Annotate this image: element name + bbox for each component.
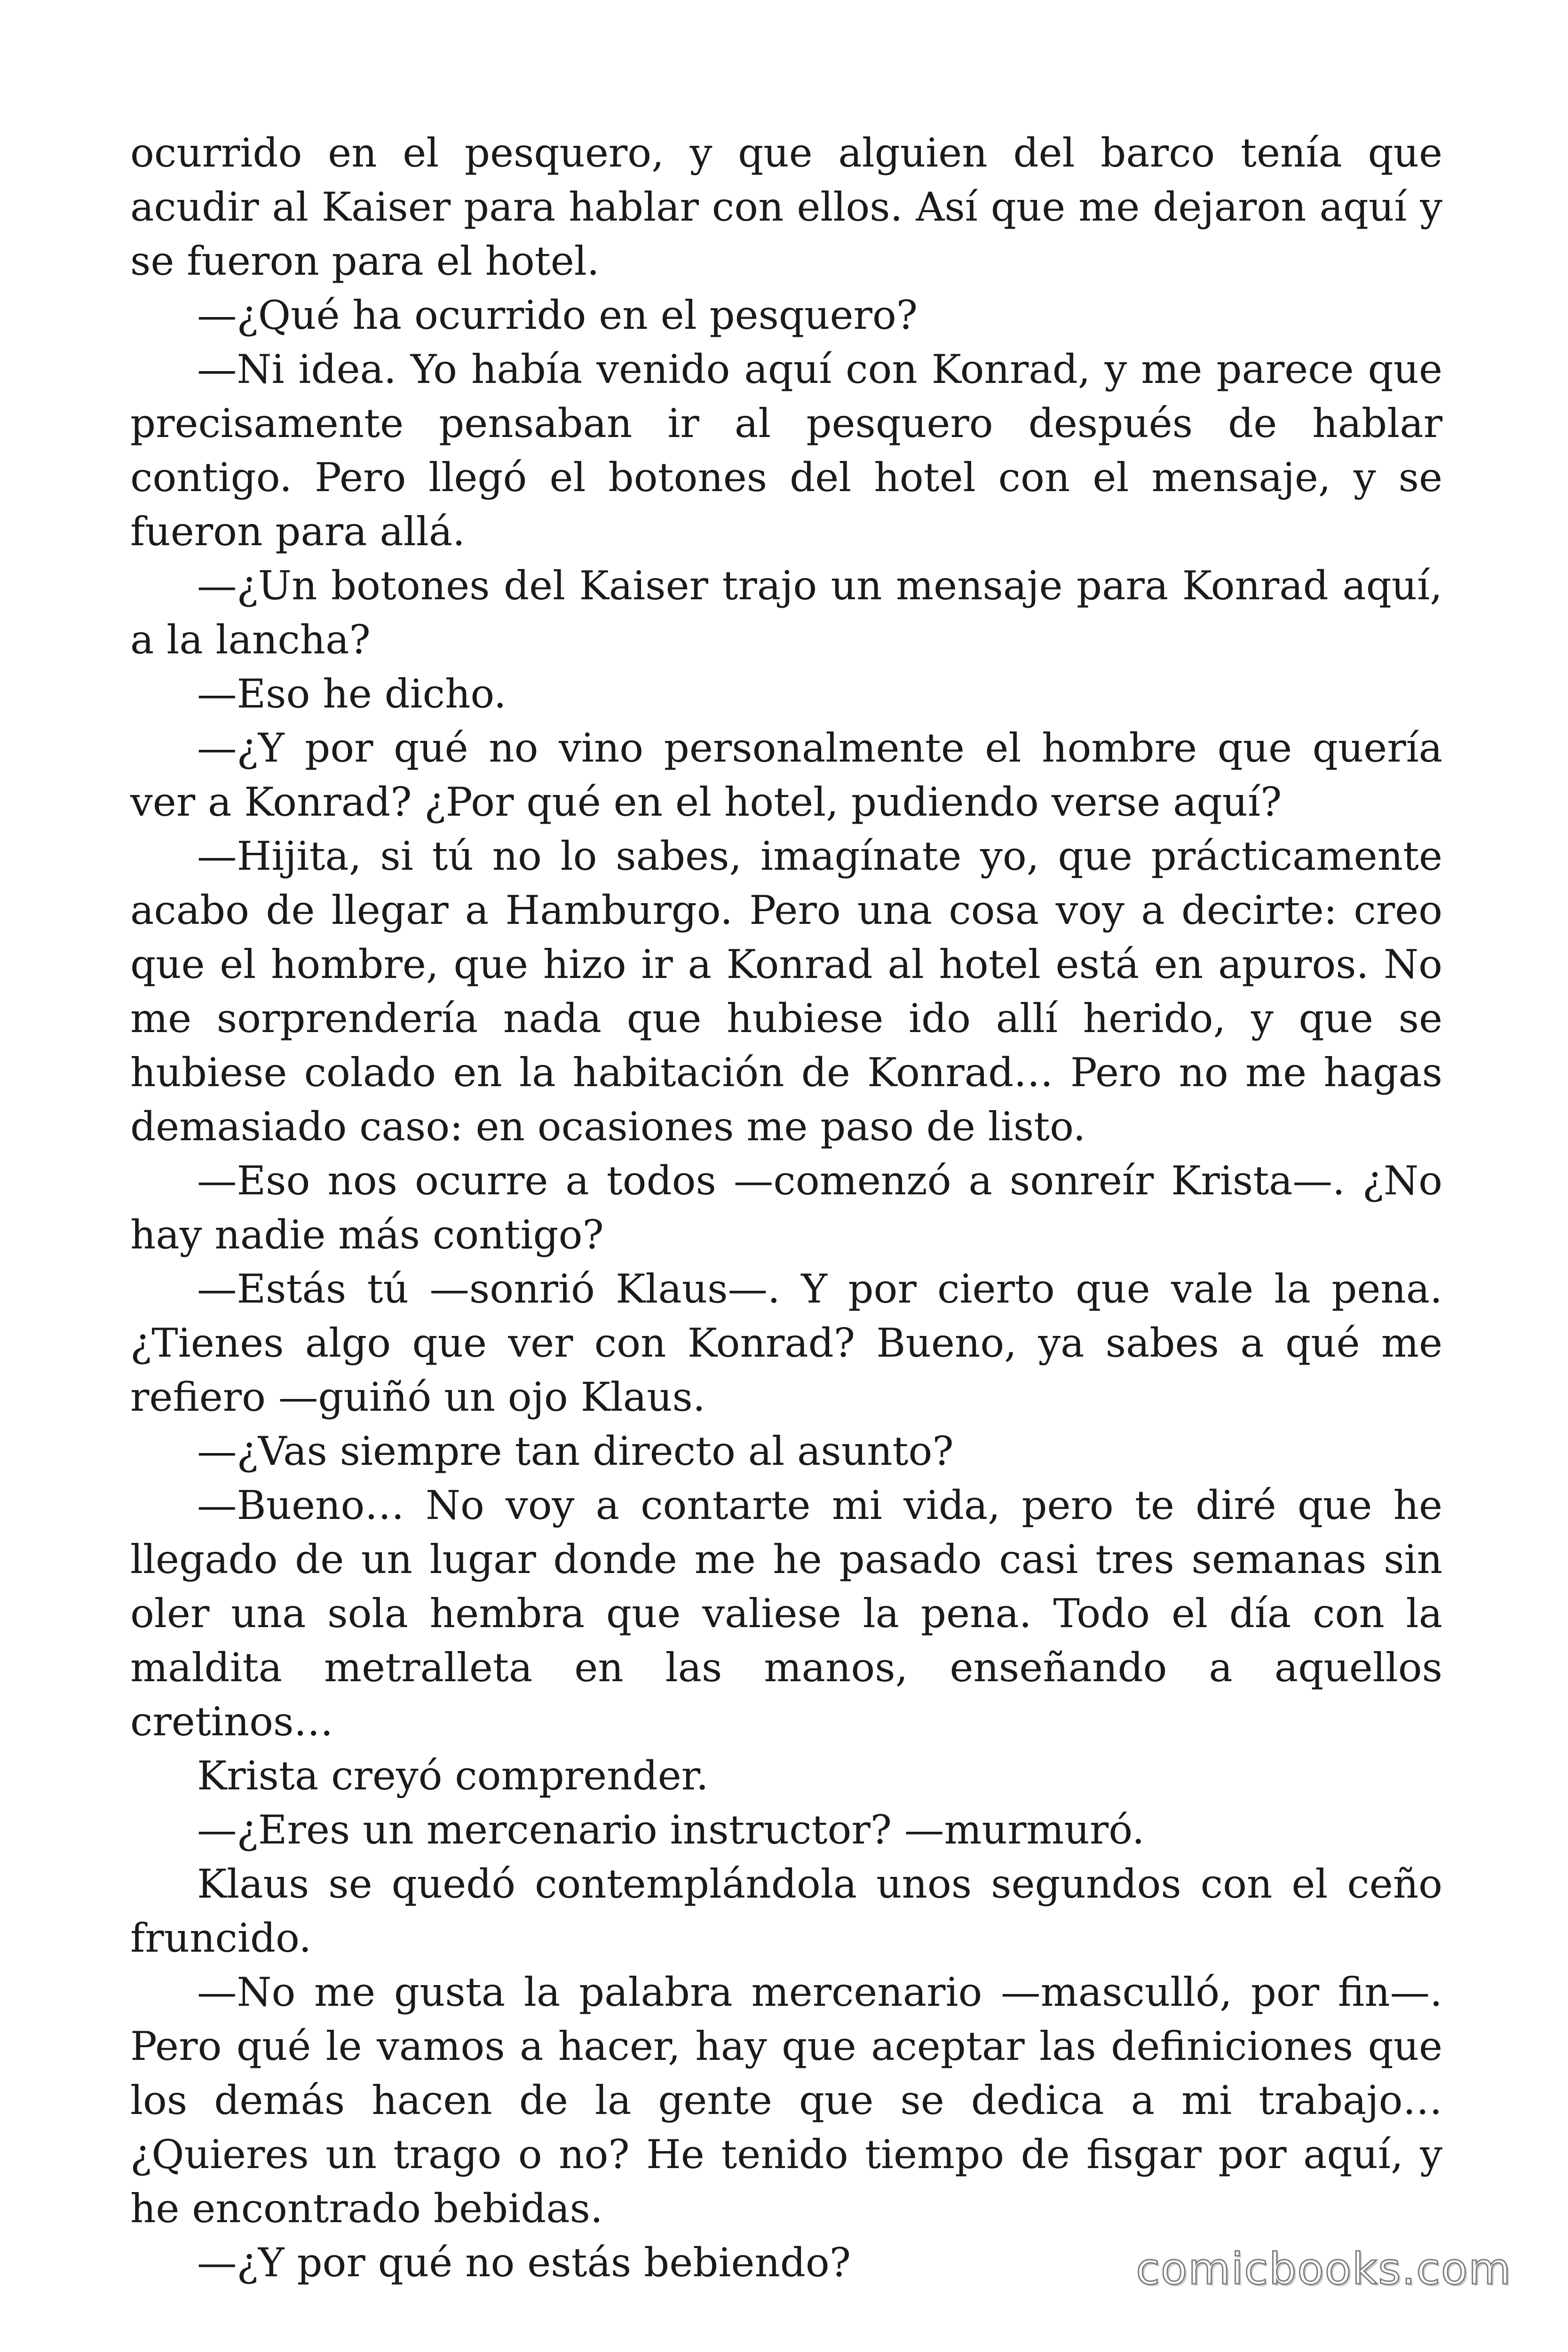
paragraph-15: —No me gusta la palabra mercenario —masculló, por fin—. Pero qué le vamos a hacer, hay que aceptar las definiciones que los demás hacen de la gente que se dedica a mi trabajo… ¿Quieres un trago o no? He tenido tiempo de fisgar por aquí, y he encontrado bebidas.: [130, 1969, 1442, 2232]
paragraph-7: —Hijita, si tú no lo sabes, imagínate yo, que prácticamente acabo de llegar a Hamburgo. Pero una cosa voy a decirte: creo que el hombre, que hizo ir a Konrad al hotel está en apuros. No me sorprendería nada que hubiese ido allí herido, y que se hubiese colado en la habitación de Konrad… Pero no me hagas demasiado caso: en ocasiones me paso de listo.: [130, 833, 1442, 1150]
paragraph-2: —¿Qué ha ocurrido en el pesquero?: [197, 292, 918, 338]
watermark-text: comicbooks.com: [1136, 2244, 1512, 2294]
paragraph-8: —Eso nos ocurre a todos —comenzó a sonreír Krista—. ¿No hay nadie más contigo?: [130, 1158, 1442, 1258]
paragraph-4: —¿Un botones del Kaiser trajo un mensaje para Konrad aquí, a la lancha?: [130, 563, 1442, 663]
paragraph-13: —¿Eres un mercenario instructor? —murmuró.: [197, 1807, 1145, 1853]
paragraph-1: ocurrido en el pesquero, y que alguien del barco tenía que acudir al Kaiser para hablar con ellos. Así que me dejaron aquí y se fueron para el hotel.: [130, 130, 1442, 284]
paragraph-3: —Ni idea. Yo había venido aquí con Konrad, y me parece que precisamente pensaban ir al pesquero después de hablar contigo. Pero llegó el botones del hotel con el mensaje, y se fueron para allá.: [130, 346, 1442, 555]
paragraph-16: —¿Y por qué no estás bebiendo?: [197, 2240, 851, 2286]
paragraph-9: —Estás tú —sonrió Klaus—. Y por cierto que vale la pena. ¿Tienes algo que ver con Konrad? Bueno, ya sabes a qué me refiero —guiñó un ojo Klaus.: [130, 1266, 1442, 1420]
paragraph-14: Klaus se quedó contemplándola unos segundos con el ceño fruncido.: [130, 1861, 1442, 1961]
paragraph-11: —Bueno… No voy a contarte mi vida, pero te diré que he llegado de un lugar donde me he pasado casi tres semanas sin oler una sola hembra que valiese la pena. Todo el día con la maldita metralleta en las manos, enseñando a aquellos cretinos…: [130, 1482, 1442, 1745]
paragraph-5: —Eso he dicho.: [197, 671, 507, 717]
paragraph-10: —¿Vas siempre tan directo al asunto?: [197, 1428, 954, 1474]
paragraph-12: Krista creyó comprender.: [197, 1753, 709, 1799]
page-body: [130, 126, 1442, 2290]
paragraph-6: —¿Y por qué no vino personalmente el hombre que quería ver a Konrad? ¿Por qué en el hotel, pudiendo verse aquí?: [130, 725, 1442, 825]
